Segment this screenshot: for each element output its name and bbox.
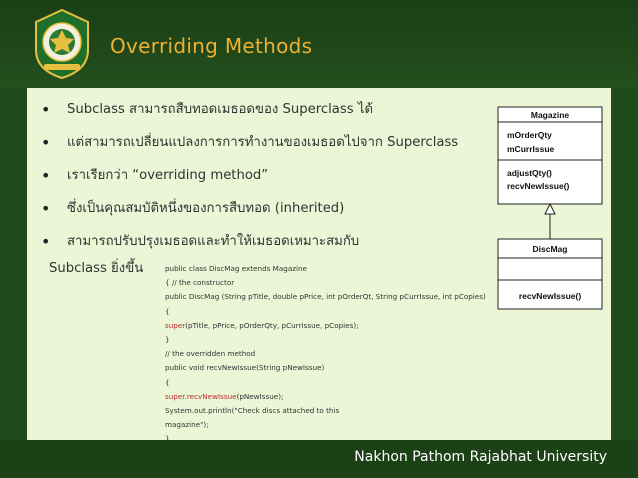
code-line: // the overridden method: [165, 349, 256, 359]
bullet-dot-icon: •: [41, 133, 51, 152]
bullet-list: [27, 98, 497, 263]
bullet-text: ซึ่งเป็นคุณสมบัติหนึ่งของการสืบทอด (inherited): [67, 201, 345, 216]
code-line: [165, 319, 495, 333]
code-line: {: [165, 306, 170, 316]
bullet-dot-icon: •: [41, 232, 51, 251]
bullet-continuation: Subclass ยิ่งขึ้น: [49, 261, 144, 276]
code-line: public class DiscMag extends Magazine: [165, 264, 307, 273]
uml-child-method: recvNewIssue(): [518, 291, 582, 301]
code-line: public DiscMag (String pTitle, double pPrice, int pOrderQt, String pCurrIssue, int pCopies): [165, 292, 486, 302]
code-text: (pNewIssue);: [236, 391, 284, 401]
code-line: { // the constructor: [165, 278, 235, 288]
slide-title: Overriding Methods: [110, 34, 313, 58]
code-line: public void recvNewIssue(String pNewIssue): [165, 363, 325, 373]
uml-parent-method: recvNewIssue(): [507, 181, 570, 191]
bullet-text: Subclass สามารถสืบทอดเมธอดของ Superclass ได้: [67, 102, 374, 117]
code-text: (pTitle, pPrice, pOrderQty, pCurrIssue, pCopies);: [185, 320, 359, 330]
code-line: magazine");: [165, 420, 209, 430]
bullet-item: [27, 98, 497, 131]
uml-child-name: DiscMag: [532, 244, 568, 254]
code-line: }: [165, 334, 170, 344]
uml-parent-attr: mCurrIssue: [507, 144, 555, 154]
code-keyword: super.recvNewIssue: [165, 391, 237, 401]
bullet-item: [27, 197, 497, 230]
header-band: [0, 0, 638, 88]
uml-parent-name: Magazine: [530, 110, 570, 120]
bullet-item: [27, 131, 497, 164]
uml-parent-attr: mOrderQty: [507, 130, 552, 140]
code-line: }: [165, 448, 170, 458]
bullet-text: เราเรียกว่า “overriding method”: [67, 168, 269, 183]
university-seal-icon: [30, 8, 94, 80]
code-line: [165, 390, 495, 404]
uml-class-diagram: [497, 106, 603, 311]
bullet-text: แต่สามารถเปลี่ยนแปลงการการทำงานของเมธอดไปจาก Superclass: [67, 135, 459, 150]
code-keyword: super: [165, 320, 186, 330]
code-block: [165, 262, 495, 461]
code-line: System.out.println("Check discs attached to this: [165, 405, 340, 415]
bullet-item: [27, 164, 497, 197]
uml-parent-method: adjustQty(): [507, 168, 552, 178]
bullet-text: สามารถปรับปรุงเมธอดและทำให้เมธอดเหมาะสมกับ: [67, 234, 360, 249]
code-line: {: [165, 377, 170, 387]
footer-university-name: Nakhon Pathom Rajabhat University: [354, 449, 607, 465]
code-line: }: [165, 434, 170, 444]
inheritance-arrow-icon: [545, 204, 555, 214]
bullet-dot-icon: •: [41, 166, 51, 185]
bullet-dot-icon: •: [41, 199, 51, 218]
bullet-dot-icon: •: [41, 100, 51, 119]
